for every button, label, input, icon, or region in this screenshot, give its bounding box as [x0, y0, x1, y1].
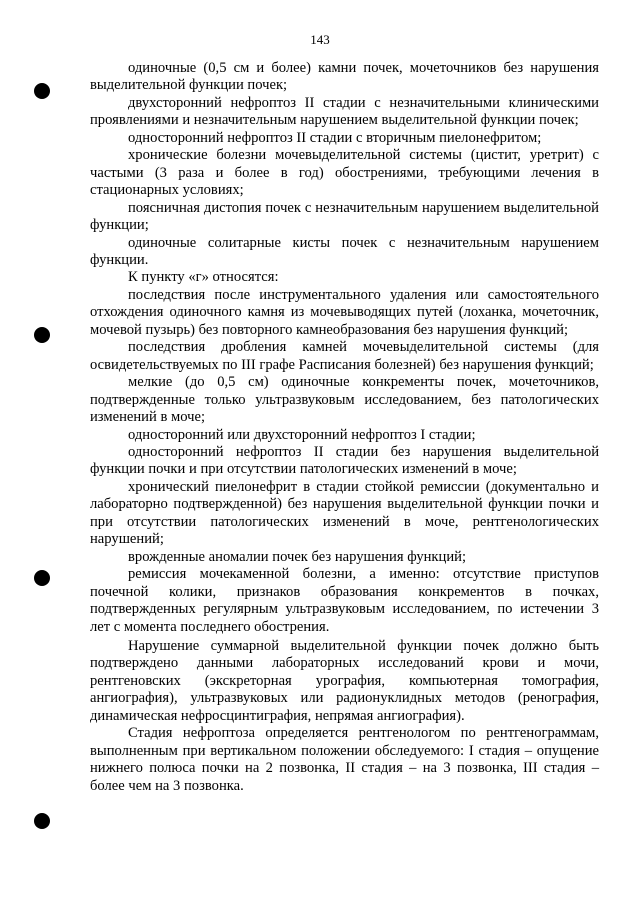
section-heading: К пункту «г» относятся: — [128, 269, 279, 286]
paragraph: двухсторонний нефроптоз II стадии с незначительными клиническими проявлениями и незначительным нарушением выделительной функции почек; — [90, 94, 599, 129]
paragraph: мелкие (до 0,5 см) одиночные конкременты почек, мочеточников, подтвержденные только ультразвуковым исследованием, без патологических изменений в моче; — [90, 374, 599, 426]
paragraph: последствия дробления камней мочевыделительной системы (для освидетельствуемых по III графе Расписания болезней) без нарушения функций; — [90, 339, 599, 373]
paragraph: врожденные аномалии почек без нарушения функций; — [128, 548, 466, 565]
paragraph: Стадия нефроптоза определяется рентгенологом по рентгенограммам, выполненным при вертикальном положении обследуемого: I стадия – опущение нижнего полюса почки на 2 позвонка, II стадия – на 3 позвонка, III стадия – более чем на 3 позвонка. — [90, 725, 599, 794]
paragraph: поясничная дистопия почек с незначительным нарушением выделительной функции; — [90, 199, 599, 234]
document-body — [90, 60, 599, 795]
binder-hole-1 — [34, 83, 50, 99]
paragraph: последствия после инструментального удаления или самостоятельного отхождения одиночного камня из мочевыводящих путей (лоханка, мочеточник, мочевой пузырь) без повторного камнеобразования без нарушения функций; — [90, 286, 599, 338]
paragraph: односторонний нефроптоз II стадии без нарушения выделительной функции почки и при отсутствии патологических изменений в моче; — [90, 443, 599, 478]
paragraph: одиночные (0,5 см и более) камни почек, мочеточников без нарушения выделительной функции почек; — [90, 60, 599, 94]
paragraph: хронические болезни мочевыделительной системы (цистит, уретрит) с частыми (3 раза и более в год) обострениями, требующими лечения в стационарных условиях; — [90, 147, 599, 199]
paragraph: Нарушение суммарной выделительной функции почек должно быть подтверждено данными лабораторных исследований крови и мочи, рентгеновских (экскреторная урография, компьютерная томография, ангиография), ультразвуковых или радионуклидных методов (ренография, динамическая нефросцинтиграфия, непрямая ангиография). — [90, 637, 599, 724]
binder-hole-2 — [34, 327, 50, 343]
paragraph: односторонний нефроптоз II стадии с вторичным пиелонефритом; — [128, 129, 542, 146]
page-number: 143 — [310, 32, 330, 47]
paragraph: односторонний или двухсторонний нефроптоз I стадии; — [128, 426, 476, 443]
binder-hole-4 — [34, 813, 50, 829]
paragraph: одиночные солитарные кисты почек с незначительным нарушением функции. — [90, 234, 599, 268]
paragraph: хронический пиелонефрит в стадии стойкой ремиссии (документально и лабораторно подтвержденной) без нарушения выделительной функции почки и при отсутствии патологических изменений в моче, рентгенологических нарушений; — [90, 478, 599, 548]
binder-hole-3 — [34, 570, 50, 586]
paragraph: ремиссия мочекаменной болезни, а именно: отсутствие приступов почечной колики, признаков образования конкрементов в почках, подтвержденных регулярным ультразвуковым исследованием, по истечении 3 лет с момента последнего обострения. — [90, 566, 599, 635]
